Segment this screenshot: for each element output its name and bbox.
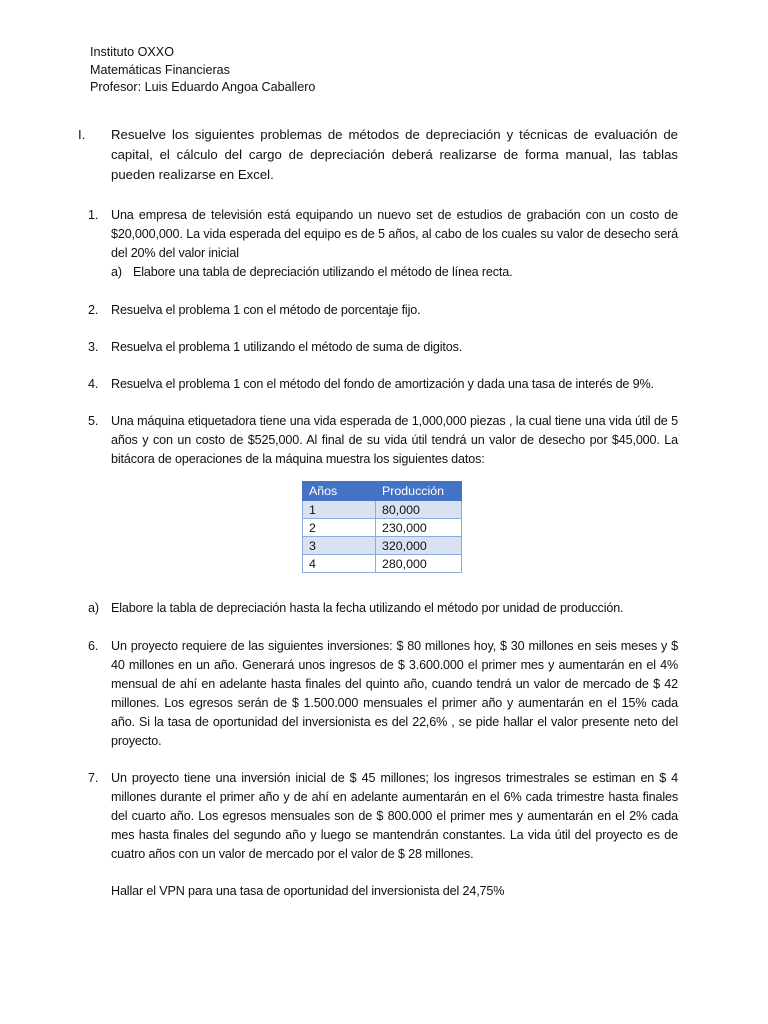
table-header-years: Años	[303, 482, 376, 501]
table-cell-year: 4	[303, 555, 376, 573]
table-header-production: Producción	[376, 482, 462, 501]
problem-4	[88, 375, 678, 394]
problem-text: Un proyecto tiene una inversión inicial de $ 45 millones; los ingresos trimestrales se estiman en $ 4 millones durante el primer año y de ahí en adelante aumentarán en el 6% cada trimestre hasta finales del cuarto año. Los egresos mensuales son de $ 800.000 el primer mes y aumentarán en el 2% cada mes hasta finales del segundo año y luego se mantendrán constantes. La vida útil del proyecto es de cuatro años con un valor de mercado por el valor de $ 28 millones.	[111, 771, 678, 861]
document-header	[90, 44, 315, 97]
table-row	[303, 501, 462, 519]
table-cell-production: 320,000	[376, 537, 462, 555]
table-cell-production: 280,000	[376, 555, 462, 573]
problem-2	[88, 301, 678, 320]
problem-1	[88, 206, 678, 282]
problem-number: 4.	[88, 377, 99, 391]
table-row	[303, 537, 462, 555]
problem-number: 6.	[88, 639, 99, 653]
subitem-letter: a)	[88, 601, 99, 615]
problem-number: 2.	[88, 303, 99, 317]
problem-text: Resuelva el problema 1 con el método del fondo de amortización y dada una tasa de interés de 9%.	[111, 377, 654, 391]
problem-5	[88, 412, 678, 469]
problem-number: 1.	[88, 208, 99, 222]
problem-number: 5.	[88, 414, 99, 428]
table-cell-year: 2	[303, 519, 376, 537]
table-cell-production: 80,000	[376, 501, 462, 519]
problem-text: Una empresa de televisión está equipando un nuevo set de estudios de grabación con un costo de $20,000,000. La vida esperada del equipo es de 5 años, al cabo de los cuales su valor de desecho será del 20% del valor inicial	[111, 208, 678, 260]
production-table	[302, 481, 462, 573]
problem-text: Un proyecto requiere de las siguientes inversiones: $ 80 millones hoy, $ 30 millones en seis meses y $ 40 millones en un año. Generará unos ingresos de $ 3.600.000 el primer mes y aumentarán en el 4% mensual de ahí en adelante hasta finales del quinto año, cuando tendrá un valor de mercado de $ 42 millones. Los egresos serán de $ 1.500.000 mensuales el primer año y aumentarán en el 15% cada año. Si la tasa de oportunidad del inversionista es del 22,6% , se pide hallar el valor presente neto del proyecto.	[111, 639, 678, 748]
section-number: I.	[78, 127, 86, 142]
professor-name: Profesor: Luis Eduardo Angoa Caballero	[90, 80, 316, 94]
course-name: Matemáticas Financieras	[90, 62, 230, 77]
problem-6	[88, 637, 678, 751]
section-text: Resuelve los siguientes problemas de métodos de depreciación y técnicas de evaluación de capital, el cálculo del cargo de depreciación deberá realizarse de forma manual, las tablas pueden realizarse en Excel.	[111, 127, 678, 182]
problem-text: Resuelva el problema 1 utilizando el método de suma de digitos.	[111, 340, 463, 354]
subitem-text: Elabore la tabla de depreciación hasta la fecha utilizando el método por unidad de producción.	[111, 601, 624, 615]
problem-7	[88, 769, 678, 901]
table-row	[303, 555, 462, 573]
table-cell-year: 1	[303, 501, 376, 519]
problem-3	[88, 338, 678, 357]
problem-text: Resuelva el problema 1 con el método de porcentaje fijo.	[111, 303, 421, 317]
table-cell-year: 3	[303, 537, 376, 555]
table-row	[303, 519, 462, 537]
problem-7-question: Hallar el VPN para una tasa de oportunidad del inversionista del 24,75%	[111, 884, 505, 898]
problem-text: Una máquina etiquetadora tiene una vida esperada de 1,000,000 piezas , la cual tiene una vida útil de 5 años y con un costo de $525,000. Al final de su vida útil tendrá un valor de desecho por $45,000. La bitácora de operaciones de la máquina muestra los siguientes datos:	[111, 414, 678, 466]
problem-5-subitem	[88, 599, 678, 618]
subitem-text: Elabore una tabla de depreciación utilizando el método de línea recta.	[133, 265, 513, 279]
problem-number: 3.	[88, 340, 99, 354]
table-cell-production: 230,000	[376, 519, 462, 537]
problem-1-subitem	[111, 263, 678, 282]
problem-number: 7.	[88, 771, 99, 785]
subitem-letter: a)	[111, 265, 122, 279]
institution-name: Instituto OXXO	[90, 45, 174, 59]
section-intro	[78, 125, 678, 185]
